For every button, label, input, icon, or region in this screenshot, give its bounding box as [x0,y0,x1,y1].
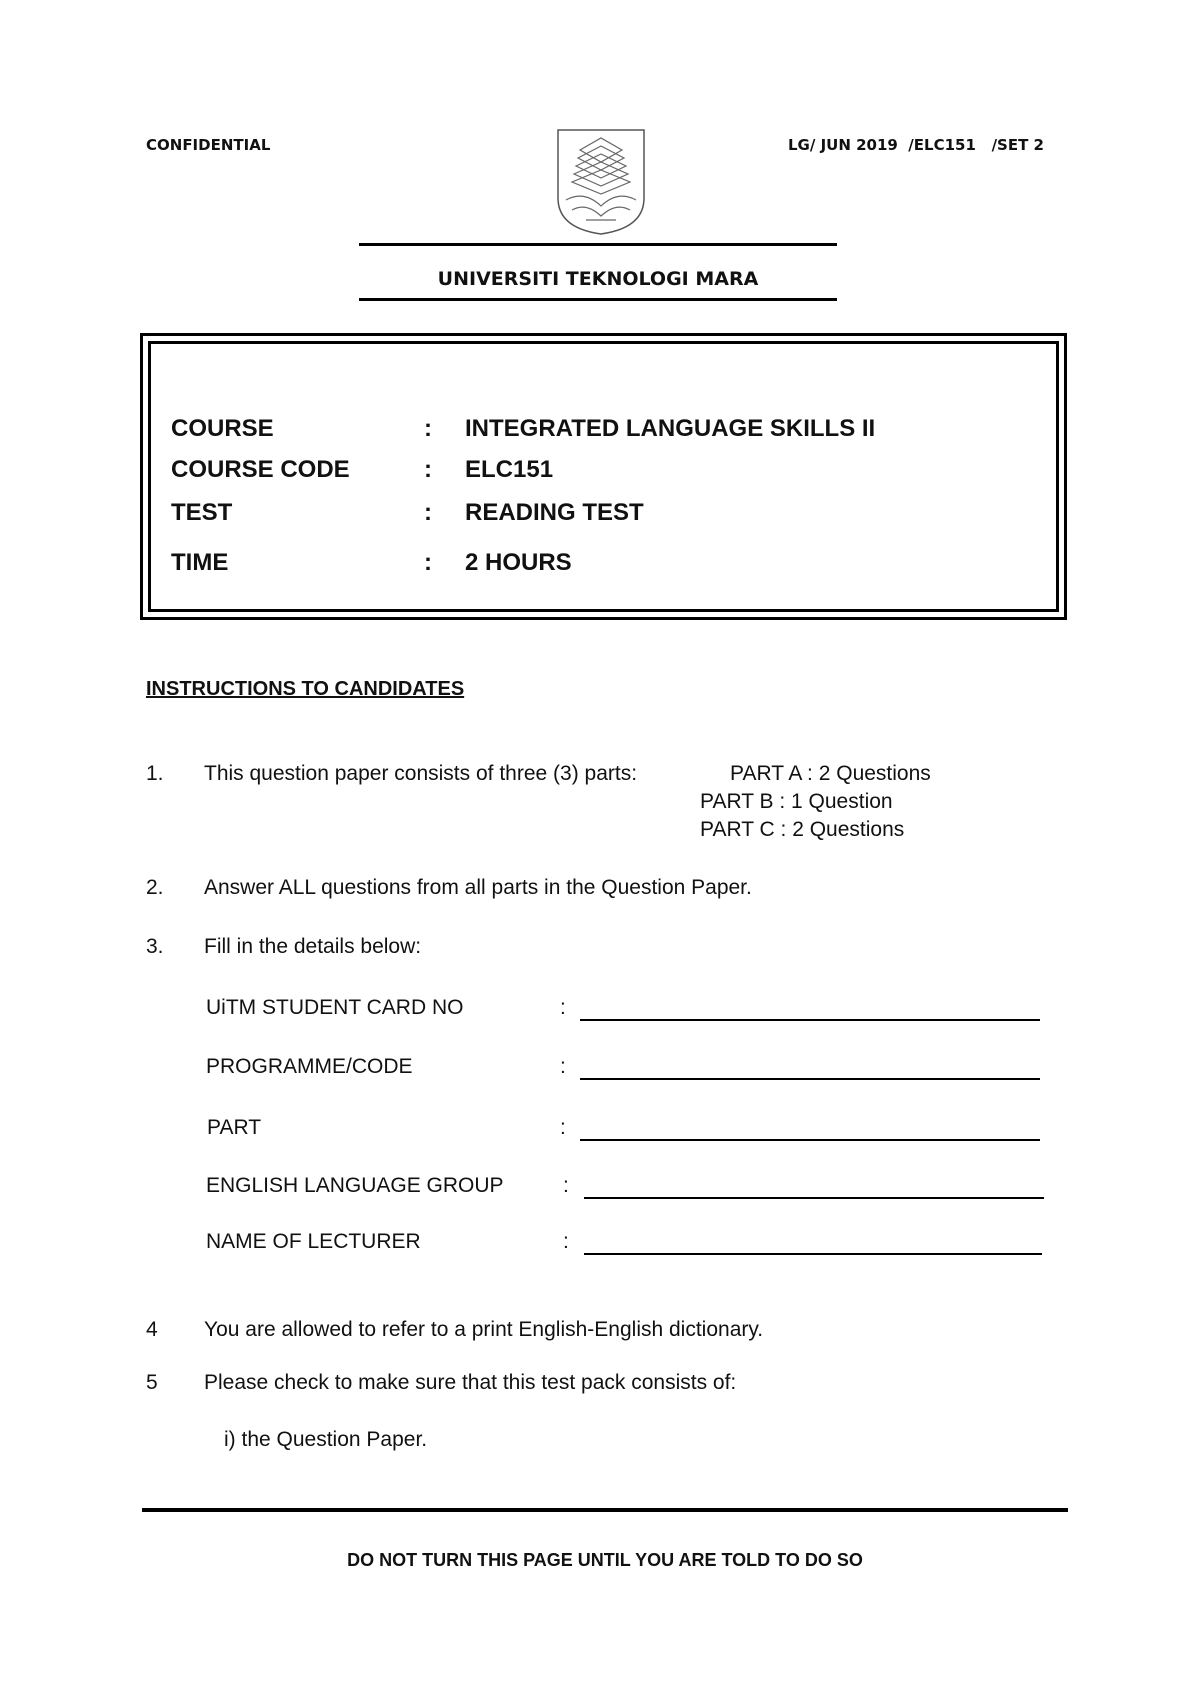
instruction-number: 3. [146,935,164,958]
top-rule [359,243,837,246]
pack-item: i) the Question Paper. [224,1428,428,1451]
part-a-line: PART A : 2 Questions [730,762,931,785]
field-sep: : [560,996,566,1019]
university-name: UNIVERSITI TEKNOLOGI MARA [437,268,759,290]
instruction-number: 2. [146,876,164,899]
course-code-sep: : [424,456,432,483]
university-crest-icon [556,128,646,236]
instruction-number: 4 [146,1318,158,1341]
test-value: READING TEST [465,499,644,526]
instruction-text: Please check to make sure that this test pack consists of: [204,1371,737,1394]
field-sep: : [560,1116,566,1139]
programme-code-label: PROGRAMME/CODE [206,1055,413,1078]
field-sep: : [563,1174,569,1197]
bottom-rule [359,298,837,301]
student-card-input[interactable] [580,1019,1040,1021]
instruction-text: Answer ALL questions from all parts in the Question Paper. [204,876,752,899]
time-value: 2 HOURS [465,549,572,576]
course-code-value: ELC151 [465,456,554,483]
instruction-number: 5 [146,1371,158,1394]
instructions-heading: INSTRUCTIONS TO CANDIDATES [146,678,465,700]
field-sep: : [560,1055,566,1078]
field-sep: : [563,1230,569,1253]
course-label: COURSE [171,415,274,442]
part-c-line: PART C : 2 Questions [700,818,905,841]
course-sep: : [424,415,432,442]
time-label: TIME [171,549,229,576]
instruction-text: You are allowed to refer to a print English-English dictionary. [204,1318,764,1341]
lecturer-name-label: NAME OF LECTURER [206,1230,421,1253]
instruction-number: 1. [146,762,164,785]
test-label: TEST [171,499,233,526]
part-b-line: PART B : 1 Question [700,790,893,813]
english-group-input[interactable] [584,1197,1044,1199]
lecturer-name-input[interactable] [584,1253,1042,1255]
instruction-text: Fill in the details below: [204,935,422,958]
confidential-label: CONFIDENTIAL [146,136,271,154]
instruction-text: This question paper consists of three (3) parts: [204,762,638,785]
time-sep: : [424,549,432,576]
course-value: INTEGRATED LANGUAGE SKILLS II [465,415,876,442]
test-sep: : [424,499,432,526]
student-card-label: UiTM STUDENT CARD NO [206,996,464,1019]
footer-rule [142,1508,1068,1512]
part-input[interactable] [580,1139,1040,1141]
paper-reference: LG/ JUN 2019 /ELC151 /SET 2 [788,136,1044,154]
footer-warning: DO NOT TURN THIS PAGE UNTIL YOU ARE TOLD TO DO SO [347,1550,863,1570]
course-code-label: COURSE CODE [171,456,350,483]
part-label: PART [207,1116,262,1139]
programme-code-input[interactable] [580,1078,1040,1080]
english-group-label: ENGLISH LANGUAGE GROUP [206,1174,504,1197]
